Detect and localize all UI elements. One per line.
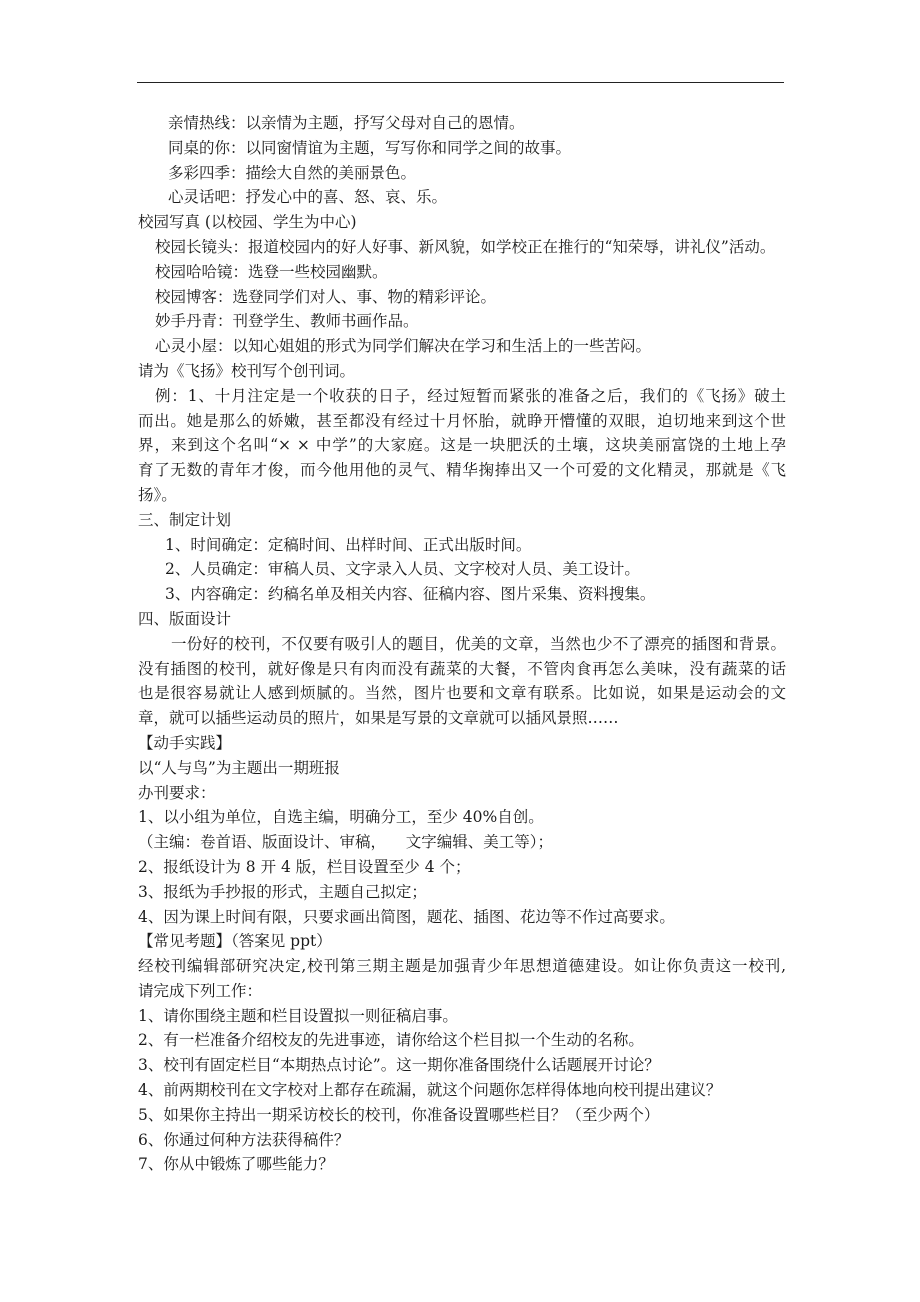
exam-heading: 【常见考题】（答案见 ppt）	[138, 932, 332, 951]
practice-item: 1、以小组为单位，自选主编，明确分工，至少 40%自创。	[138, 808, 544, 827]
exam-question: 7、你从中锻炼了哪些能力？	[138, 1155, 334, 1174]
exam-question: 1、请你围绕主题和栏目设置拟一则征稿启事。	[138, 1006, 458, 1025]
exam-intro-line: 经校刊编辑部研究决定,校刊第三期主题是加强青少年思想道德建设。如让你负责这一校刊,	[138, 957, 786, 976]
plan-heading: 三、制定计划	[138, 510, 232, 529]
practice-item: 4、因为课上时间有限，只要求画出简图，题花、插图、花边等不作过高要求。	[138, 907, 675, 926]
column-item: 多彩四季：描绘大自然的美丽景色。	[168, 163, 417, 182]
exam-intro-line: 请完成下列工作：	[138, 981, 263, 1000]
layout-heading: 四、版面设计	[138, 609, 232, 628]
plan-item: 1、时间确定：定稿时间、出样时间、正式出版时间。	[165, 535, 532, 554]
campus-item: 心灵小屋：以知心姐姐的形式为同学们解决在学习和生活上的一些苦闷。	[155, 337, 652, 356]
plan-item: 3、内容确定：约稿名单及相关内容、征稿内容、图片采集、资料搜集。	[165, 585, 656, 604]
layout-line: 没有插图的校刊，就好像是只有肉而没有蔬菜的大餐，不管肉食再怎么美味，没有蔬菜的话	[138, 659, 786, 678]
foreword-line: 而出。她是那么的娇嫩，甚至都没有经过十月怀胎，就睁开懵懂的双眼，迫切地来到这个世	[138, 411, 786, 430]
practice-heading: 【动手实践】	[138, 733, 232, 752]
foreword-line: 育了无数的青年才俊，而今他用他的灵气、精华掬捧出又一个可爱的文化精灵，那就是《飞	[138, 461, 786, 480]
layout-line: 章，就可以插些运动员的照片，如果是写景的文章就可以插风景照……	[138, 709, 619, 728]
campus-item: 校园长镜头：报道校园内的好人好事、新风貌，如学校正在推行的“知荣辱，讲礼仪”活动。	[155, 237, 776, 256]
foreword-line: 扬》。	[138, 485, 177, 504]
exam-question: 3、校刊有固定栏目“本期热点讨论”。这一期你准备围绕什么话题展开讨论？	[138, 1056, 660, 1075]
layout-line: 也是很容易就让人感到烦腻的。当然，图片也要和文章有联系。比如说，如果是运动会的文	[138, 684, 786, 703]
foreword-line: 例：1、十月注定是一个收获的日子，经过短暂而紧张的准备之后，我们的《飞扬》破土	[155, 386, 786, 405]
column-item: 同桌的你：以同窗情谊为主题，写写你和同学之间的故事。	[168, 138, 572, 157]
exam-question: 2、有一栏准备介绍校友的先进事迹，请你给这个栏目拟一个生动的名称。	[138, 1031, 644, 1050]
exam-question: 6、你通过何种方法获得稿件？	[138, 1130, 350, 1149]
practice-item: （主编：卷首语、版面设计、审稿， 文字编辑、美工等）；	[138, 833, 553, 852]
exam-question: 4、前两期校刊在文字校对上都存在疏漏，就这个问题你怎样得体地向校刊提出建议？	[138, 1081, 722, 1100]
campus-item: 妙手丹青：刊登学生、教师书画作品。	[155, 312, 419, 331]
campus-item: 校园博客：选登同学们对人、事、物的精彩评论。	[155, 287, 497, 306]
header-rule	[137, 82, 784, 83]
plan-item: 2、人员确定：审稿人员、文字录入人员、文字校对人员、美工设计。	[165, 560, 640, 579]
practice-item: 3、报纸为手抄报的形式，主题自己拟定；	[138, 882, 427, 901]
document-body	[138, 111, 786, 1177]
campus-item: 校园哈哈镜：选登一些校园幽默。	[155, 262, 388, 281]
column-item: 心灵话吧：抒发心中的喜、怒、哀、乐。	[168, 188, 448, 207]
exam-question: 5、如果你主持出一期采访校长的校刊，你准备设置哪些栏目？（至少两个）	[138, 1105, 660, 1124]
foreword-prompt: 请为《飞扬》校刊写个创刊词。	[138, 361, 356, 380]
campus-heading: 校园写真 (以校园、学生为中心)	[138, 213, 357, 232]
practice-item: 2、报纸设计为 8 开 4 版，栏目设置至少 4 个；	[138, 857, 471, 876]
column-item: 亲情热线：以亲情为主题，抒写父母对自己的恩情。	[168, 114, 525, 132]
foreword-line: 界，来到这个名叫“× × 中学”的大家庭。这是一块肥沃的土壤，这块美丽富饶的土地上孕	[138, 436, 786, 455]
practice-theme: 以“人与鸟”为主题出一期班报	[138, 758, 340, 777]
practice-requirements-label: 办刊要求：	[138, 783, 216, 802]
layout-line: 一份好的校刊，不仅要有吸引人的题目，优美的文章，当然也少不了漂亮的插图和背景。	[171, 634, 786, 653]
